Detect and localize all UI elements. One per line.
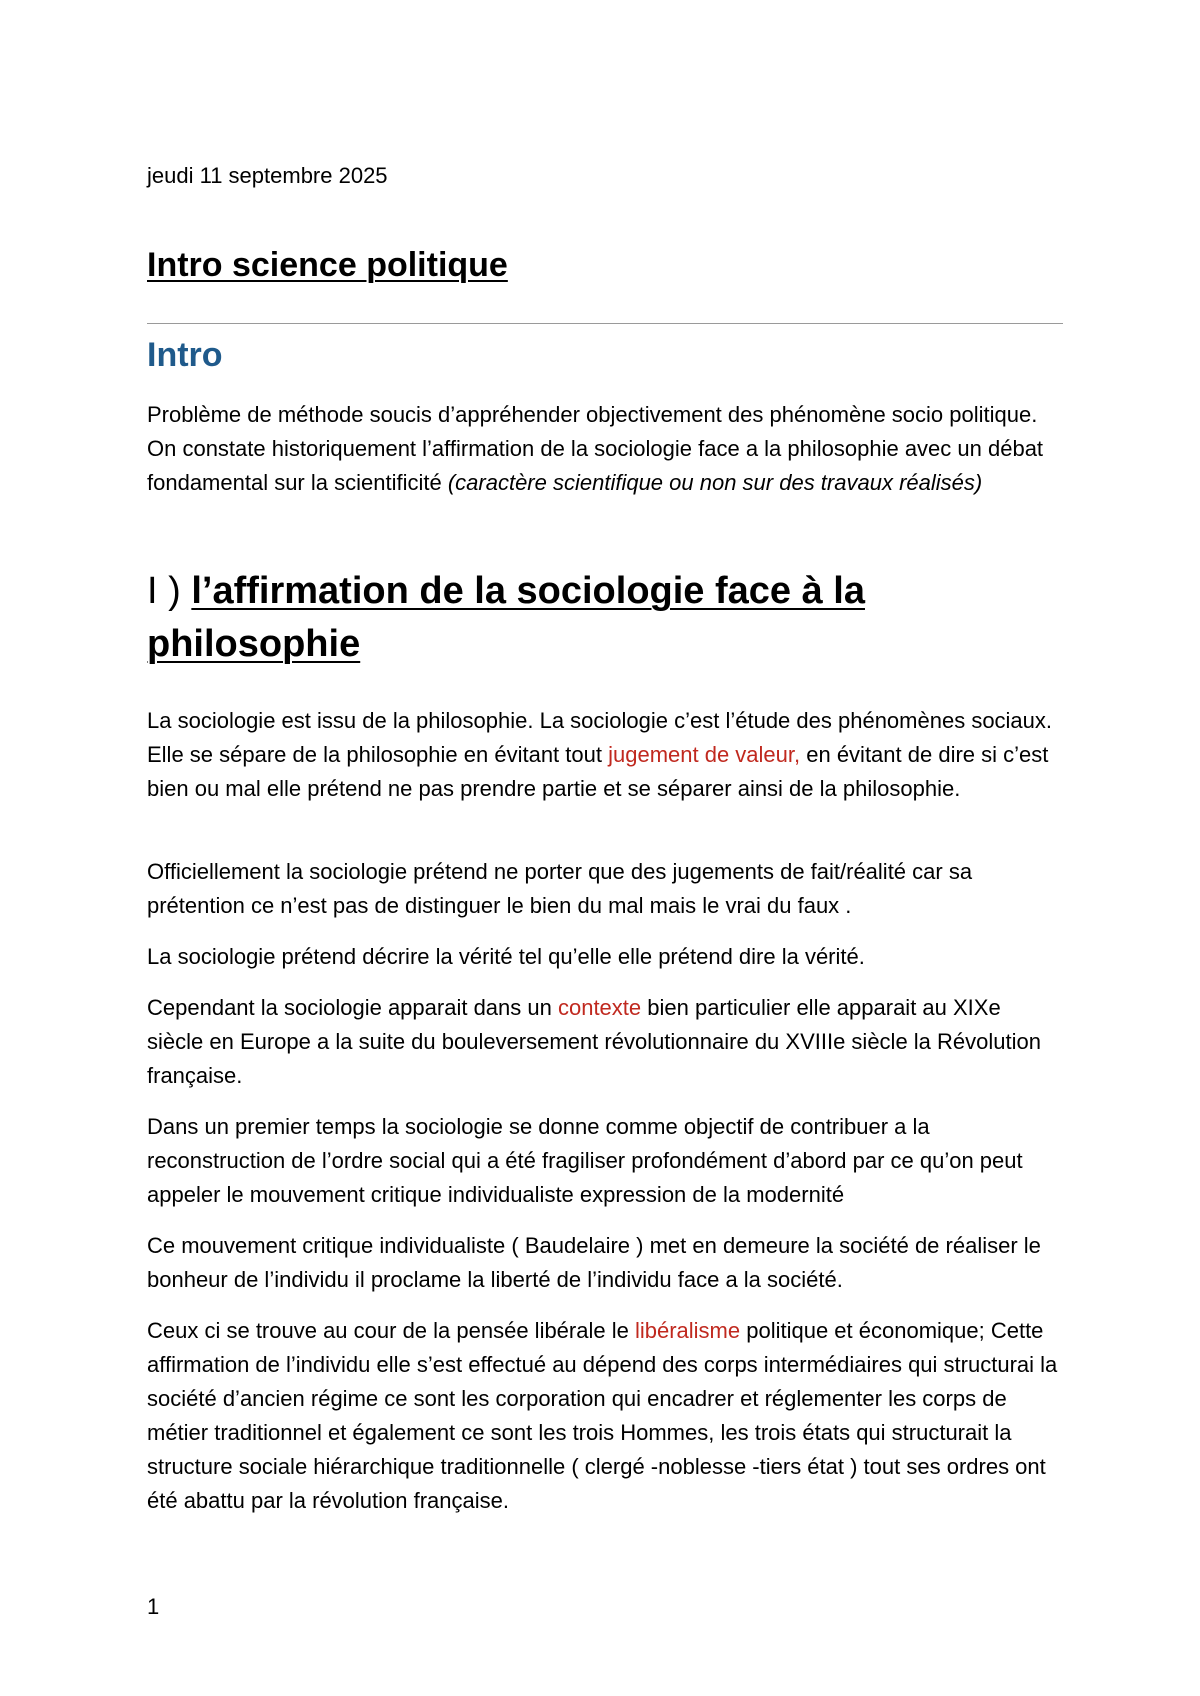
document-date: jeudi 11 septembre 2025 <box>147 163 388 188</box>
intro-paragraph <box>147 398 1063 500</box>
intro-text: Problème de méthode soucis d’appréhender objectivement des phénomène socio politique. On constate historiquement l’affirmation de la sociologie face a la philosophie avec un débat fondamental sur la scientificité <box>147 402 1044 495</box>
section-1-heading <box>147 565 1063 671</box>
paragraph-3: La sociologie prétend décrire la vérité tel qu’elle elle prétend dire la vérité. <box>147 944 865 969</box>
paragraph-4 <box>147 991 1063 1093</box>
paragraph-1-text-a: La sociologie est issu de la philosophie. La sociologie c’est l’étude des phénomènes sociaux. Elle se sépare de la philosophie en évitant tout <box>147 708 1053 767</box>
paragraph-1-highlight: jugement de valeur, <box>608 742 801 767</box>
section-1-title: l’affirmation de la sociologie face à la philosophie <box>147 570 865 665</box>
paragraph-7-text-b: politique et économique; Cette affirmation de l’individu elle s’est effectué au dépend des corps intermédiaires qui structurai la société d’ancien régime ce sont les corporation qui encadrer et réglementer les corps de métier traditionnel et également ce sont les trois Hommes, les trois états qui structurait la structure sociale hiérarchique traditionnelle ( clergé -noblesse -tiers état ) tout ses ordres ont été abattu par la révolution française. <box>147 1318 1058 1513</box>
paragraph-1 <box>147 704 1063 806</box>
paragraph-7 <box>147 1314 1063 1518</box>
paragraph-6: Ce mouvement critique individualiste ( Baudelaire ) met en demeure la société de réaliser le bonheur de l’individu il proclame la liberté de l’individu face a la société. <box>147 1233 1041 1292</box>
paragraph-7-highlight: libéralisme <box>634 1318 741 1343</box>
page-number: 1 <box>147 1594 160 1619</box>
paragraph-4-highlight: contexte <box>557 995 642 1020</box>
paragraph-1-text-b: en évitant de dire si c’est bien ou mal elle prétend ne pas prendre partie et se séparer ainsi de la philosophie. <box>147 742 1049 801</box>
title-divider <box>147 323 1063 324</box>
paragraph-4-text-a: Cependant la sociologie apparait dans un <box>147 995 558 1020</box>
paragraph-7-text-a: Ceux ci se trouve au cour de la pensée libérale le <box>147 1318 635 1343</box>
paragraph-5: Dans un premier temps la sociologie se donne comme objectif de contribuer a la reconstruction de l’ordre social qui a été fragiliser profondément d’abord par ce qu’on peut appeler le mouvement critique individualiste expression de la modernité <box>147 1114 1023 1207</box>
paragraph-4-text-b: bien particulier elle apparait au XIXe siècle en Europe a la suite du bouleversement révolutionnaire du XVIIIe siècle la Révolution française. <box>147 995 1041 1088</box>
paragraph-2: Officiellement la sociologie prétend ne porter que des jugements de fait/réalité car sa prétention ce n’est pas de distinguer le bien du mal mais le vrai du faux . <box>147 859 973 918</box>
document-title: Intro science politique <box>147 246 508 284</box>
intro-italic-note: (caractère scientifique ou non sur des travaux réalisés) <box>447 470 983 495</box>
intro-heading: Intro <box>147 336 223 374</box>
section-1-number: I ) <box>147 570 181 612</box>
